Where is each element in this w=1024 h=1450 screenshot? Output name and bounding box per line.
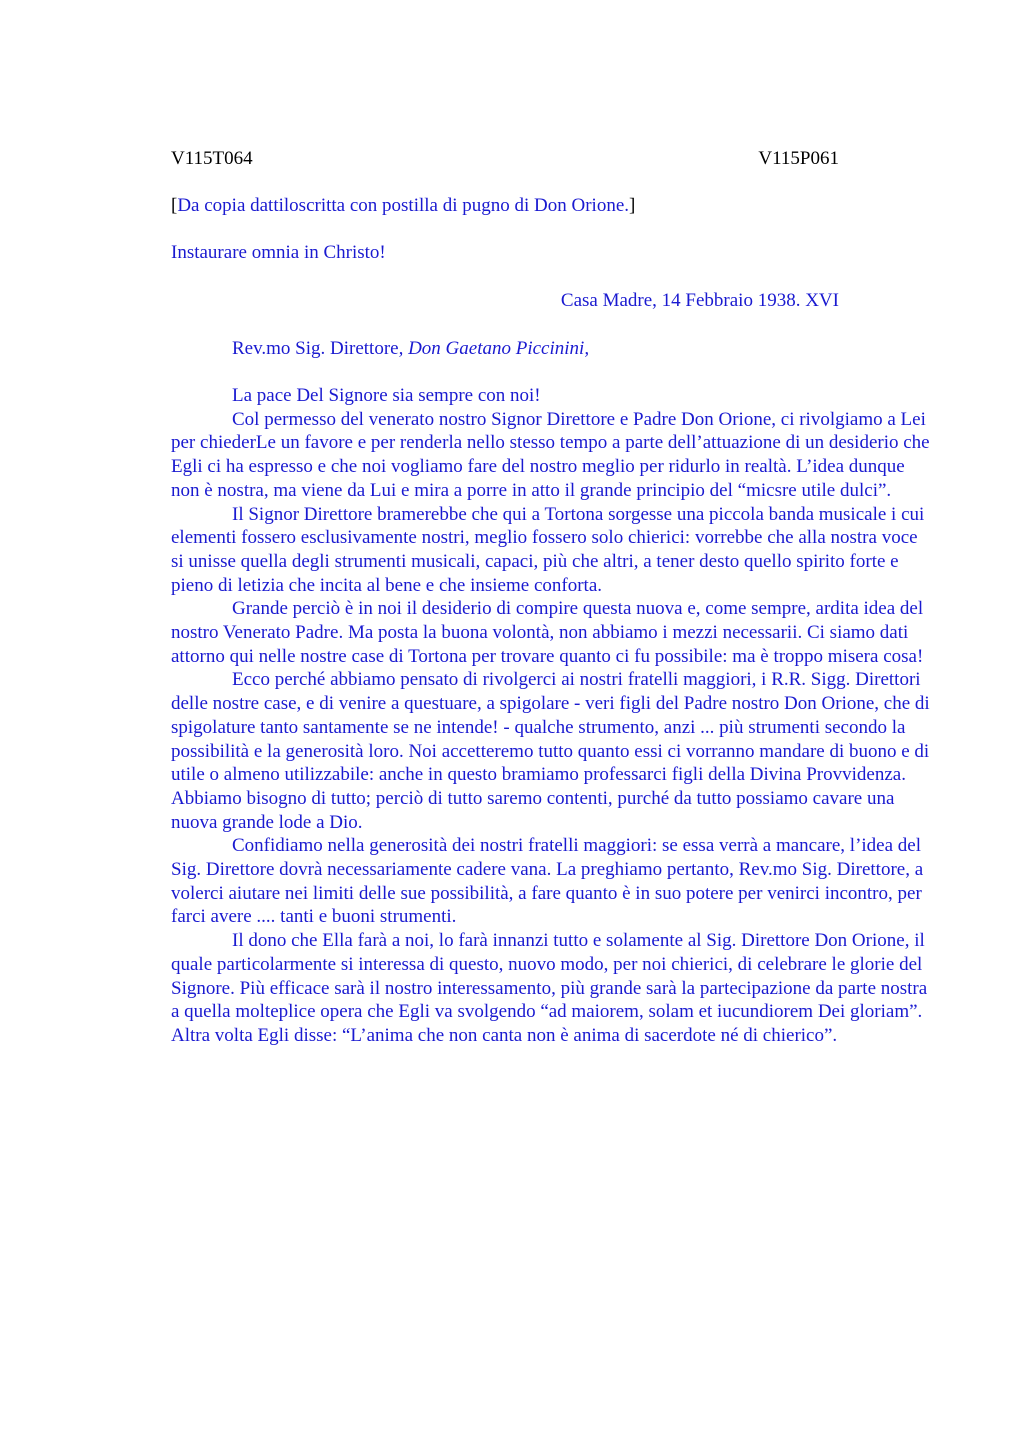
salutation-prefix: Rev.mo Sig. Direttore <box>232 338 399 359</box>
source-note <box>171 194 635 218</box>
code-right: V115P061 <box>758 148 839 169</box>
code-left: V115T064 <box>171 148 253 169</box>
paragraph-4: Ecco perché abbiamo pensato di rivolgerci ai nostri fratelli maggiori, i R.R. Sigg. Direttori delle nostre case, e di venire a questuare, a spigolare - veri figli del Padre nostro Don Orione, che di spigolature tanto santamente se ne intende! - qualche strumento, anzi ... più strumenti secondo la possibilità e la generosità loro. Noi accetteremo tutto quanto essi ci vorranno mandare di buono e di utile o almeno utilizzabile: anche in questo bramiamo professarci figli della Divina Provvidenza. Abbiamo bisogno di tutto; perciò di tutto saremo contenti, purché da tutto possiamo cavare una nuova grande lode a Dio. <box>171 669 930 833</box>
paragraph-6: Il dono che Ella farà a noi, lo farà innanzi tutto e solamente al Sig. Direttore Don Orione, il quale particolarmente si interessa di questo, nuovo modo, per noi chierici, di celebrare le glorie del Signore. Più efficace sarà il nostro interessamento, più grande sarà la partecipazione da parte nostra a quella molteplice opera che Egli va svolgendo “ad maiorem, solam et iucundiorem Dei gloriam”. Altra volta Egli disse: “L’anima che non canta non è anima di sacerdote né di chierico”. <box>171 930 928 1046</box>
note-close-bracket: ] <box>629 195 636 216</box>
paragraph-3: Grande perciò è in noi il desiderio di compire questa nuova e, come sempre, ardita idea del nostro Venerato Padre. Ma posta la buona volontà, non abbiamo i mezzi necessarii. Ci siamo dati attorno qui nelle nostre case di Tortona per trovare quanto ci fu possibile: ma è troppo misera cosa! <box>171 598 924 667</box>
salutation <box>232 337 589 361</box>
salutation-name: , Don Gaetano Piccinini, <box>398 338 590 359</box>
motto: Instaurare omnia in Christo! <box>171 242 386 263</box>
paragraph-1: Col permesso del venerato nostro Signor Direttore e Padre Don Orione, ci rivolgiamo a Lei per chiederLe un favore e per renderla nello stesso tempo a parte dell’attuazione di un desiderio che Egli ci ha espresso e che noi vogliamo fare del nostro meglio per ridurlo in realtà. L’idea dunque non è nostra, ma viene da Lui e mira a porre in atto il grande principio del “micsre utile dulci”. <box>171 408 930 501</box>
greeting: La pace Del Signore sia sempre con noi! <box>232 385 541 406</box>
paragraph-2: Il Signor Direttore bramerebbe che qui a Tortona sorgesse una piccola banda musicale i cui elementi fossero esclusivamente nostri, meglio fossero solo chierici: vorrebbe che alla nostra voce si unisse quella degli strumenti musicali, capaci, più che altri, a tener desto quello spirito forte e pieno di letizia che incita al bene e che insieme conforta. <box>171 503 925 596</box>
note-open-bracket: [ <box>171 195 178 216</box>
note-text: Da copia dattiloscritta con postilla di pugno di Don Orione. <box>177 195 630 216</box>
dateline: Casa Madre, 14 Febbraio 1938. XVI <box>560 290 839 311</box>
letter-body <box>171 384 931 1048</box>
paragraph-5: Confidiamo nella generosità dei nostri fratelli maggiori: se essa verrà a mancare, l’idea del Sig. Direttore dovrà necessariamente cadere vana. La preghiamo pertanto, Rev.mo Sig. Direttore, a volerci aiutare nei limiti delle sue possibilità, a fare quanto è in suo potere per venirci incontro, per farci avere .... tanti e buoni strumenti. <box>171 835 924 928</box>
